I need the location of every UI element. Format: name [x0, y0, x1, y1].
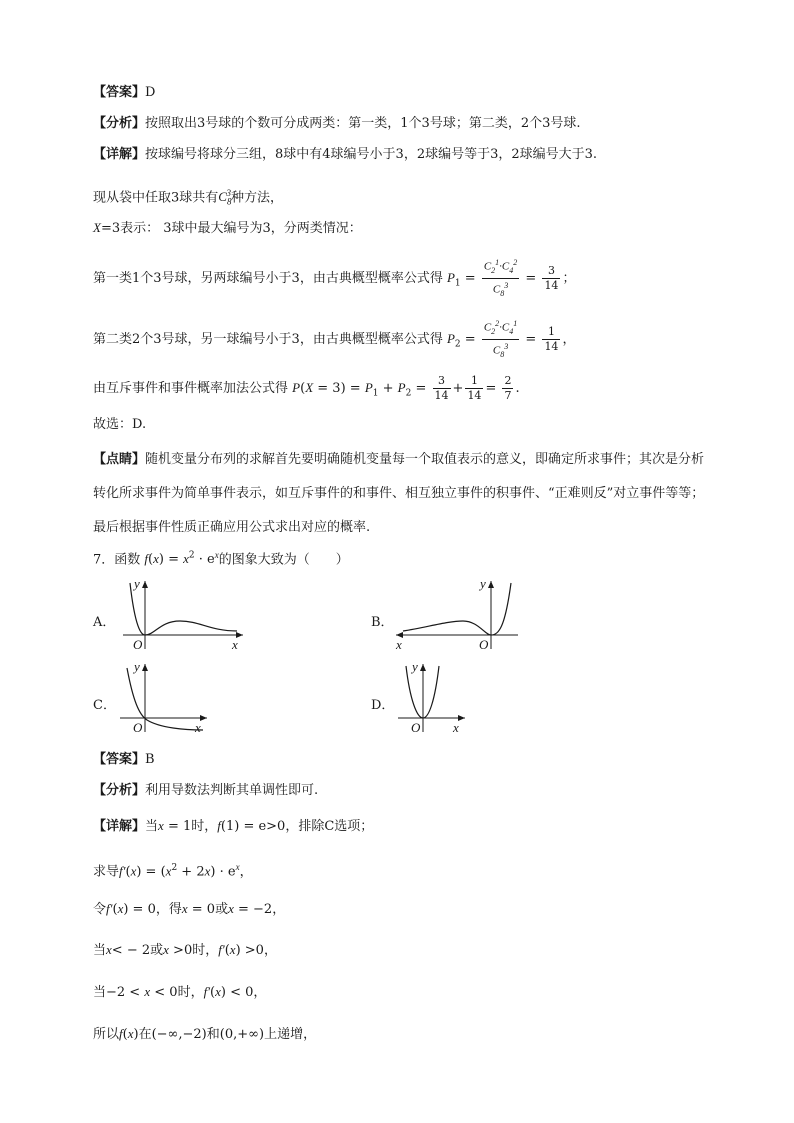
a-x-label: x: [232, 637, 238, 652]
comment-text: 随机变量分布列的求解首先要明确随机变量每一个取值表示的意义，即确定所求事件；其次是分析转化所求事件为简单事件表示，如互斥事件的和事件、相互独立事件的积事件、“正难则反”对立事件等等；最后根据事件性质正确应用公式求出对应的概率.: [93, 452, 705, 535]
option-a-graph[interactable]: [115, 577, 250, 652]
question-7: [93, 546, 349, 569]
sum-fraction-2: $\frac{1}{14}$: [467, 374, 482, 402]
case2-line: 第二类2个3号球，另一球编号小于3，由古典概型概率公式得 $P_2$ = $\frac{C_2^2\cdot C_4^1}{C_8^3}$ = $\frac{1}{14}$ ，: [93, 317, 575, 364]
option-d-graph[interactable]: [393, 660, 473, 735]
sum-fraction-1: $\frac{3}{14}$: [434, 374, 449, 402]
decrease-condition-line: 当−2 < x < 0时，f′(x) < 0，: [93, 984, 267, 1000]
b-y-label: y: [480, 577, 486, 591]
detail2-line: 【详解】当x = 1时，f(1) = e>0，排除C选项；: [93, 818, 374, 834]
sum-line: 由互斥事件和事件概率加法公式得 $P(X = 3) = P_1 + P_2$ = $\frac{3}{14}$ + $\frac{1}{14}$ = $\frac{2}{7}$ .: [93, 374, 520, 402]
d-x-label: x: [453, 720, 459, 735]
option-b-graph[interactable]: [393, 577, 528, 652]
increase-condition-line: 当x< − 2或x >0时，f′(x) >0，: [93, 942, 277, 958]
case2-result-fraction: $\frac{1}{14}$: [544, 324, 559, 353]
d-y-label: y: [412, 660, 418, 674]
monotonic-line: 所以f(x)在(−∞,−2)和(0,+∞)上递增，: [93, 1026, 317, 1042]
a-o-label: O: [133, 637, 143, 652]
answer-tag: 【答案】: [93, 85, 146, 100]
case2-combo-fraction: $\frac{C_2^2\cdot C_4^1}{C_8^3}$: [483, 319, 518, 359]
comment-paragraph: [93, 443, 705, 545]
derivative-line: 求导$f'(x) = (x^2 + 2x) \cdot e^x$，: [93, 862, 253, 880]
sum-result-fraction: $\frac{2}{7}$: [504, 374, 512, 402]
option-d-label[interactable]: D．: [371, 698, 395, 713]
detail-tag: 【详解】: [93, 147, 146, 162]
answer-value: D: [145, 85, 156, 100]
x3-text: =3表示： 3球中最大编号为3，分两类情况：: [100, 221, 362, 236]
case1-line: 第一类1个3号球，另两球编号小于3，由古典概型概率公式得 $P_1$ = $\frac{C_2^1\cdot C_4^2}{C_8^3}$ = $\frac{3}{14}$ ；: [93, 256, 575, 303]
answer2-value: B: [145, 752, 155, 767]
case1-text: 第一类1个3号球，另两球编号小于3，由古典概型概率公式得: [93, 270, 443, 286]
detail2-tag: 【详解】: [93, 819, 146, 834]
x3-line: [93, 219, 362, 238]
analysis2-line: [93, 782, 318, 800]
binomial-c83: $C_8^3$: [218, 188, 232, 207]
zero-line: 令f′(x) = 0，得x = 0或x = −2，: [93, 901, 286, 917]
c-y-label: y: [134, 660, 140, 674]
x-variable: X: [93, 220, 101, 235]
option-c-label[interactable]: C．: [93, 698, 116, 713]
option-a-label[interactable]: A．: [93, 615, 116, 630]
comment-tag: 【点睛】: [93, 452, 146, 467]
detail-text: 按球编号将球分三组，8球中有4球编号小于3，2球编号等于3，2球编号大于3.: [145, 147, 598, 162]
analysis-text: 按照取出3号球的个数可分成两类：第一类，1个3号球；第二类，2个3号球.: [145, 116, 581, 131]
option-c-graph[interactable]: [115, 660, 215, 735]
question-tail: 的图象大致为（ ）: [218, 552, 349, 568]
b-o-label: O: [479, 637, 489, 652]
function-formula: $f(x) = x^2 \cdot e^x$: [144, 550, 219, 568]
a-y-label: y: [134, 577, 140, 591]
analysis-line: [93, 115, 581, 133]
answer2-line: [93, 751, 155, 769]
question-number: 7．函数: [93, 552, 141, 568]
detail-line: [93, 146, 597, 164]
answer-line: [93, 84, 155, 102]
choose-line: [93, 184, 283, 211]
analysis-tag: 【分析】: [93, 116, 146, 131]
analysis2-text: 利用导数法判断其单调性即可.: [145, 783, 319, 798]
case2-text: 第二类2个3号球，另一球编号小于3，由古典概型概率公式得: [93, 331, 443, 347]
c-o-label: O: [133, 720, 143, 735]
choice-line: 故选：D.: [93, 417, 147, 432]
sum-text: 由互斥事件和事件概率加法公式得: [93, 381, 289, 396]
case1-result-fraction: $\frac{3}{14}$: [544, 263, 559, 292]
c-x-label: x: [195, 720, 201, 735]
analysis2-tag: 【分析】: [93, 783, 146, 798]
b-x-label: x: [396, 637, 402, 652]
choose-post: 种方法，: [230, 190, 283, 206]
case1-combo-fraction: $\frac{C_2^1\cdot C_4^2}{C_8^3}$: [483, 258, 518, 298]
option-b-label[interactable]: B．: [371, 615, 394, 630]
choose-pre: 现从袋中任取3球共有: [93, 190, 219, 206]
answer2-tag: 【答案】: [93, 752, 146, 767]
d-o-label: O: [411, 720, 421, 735]
